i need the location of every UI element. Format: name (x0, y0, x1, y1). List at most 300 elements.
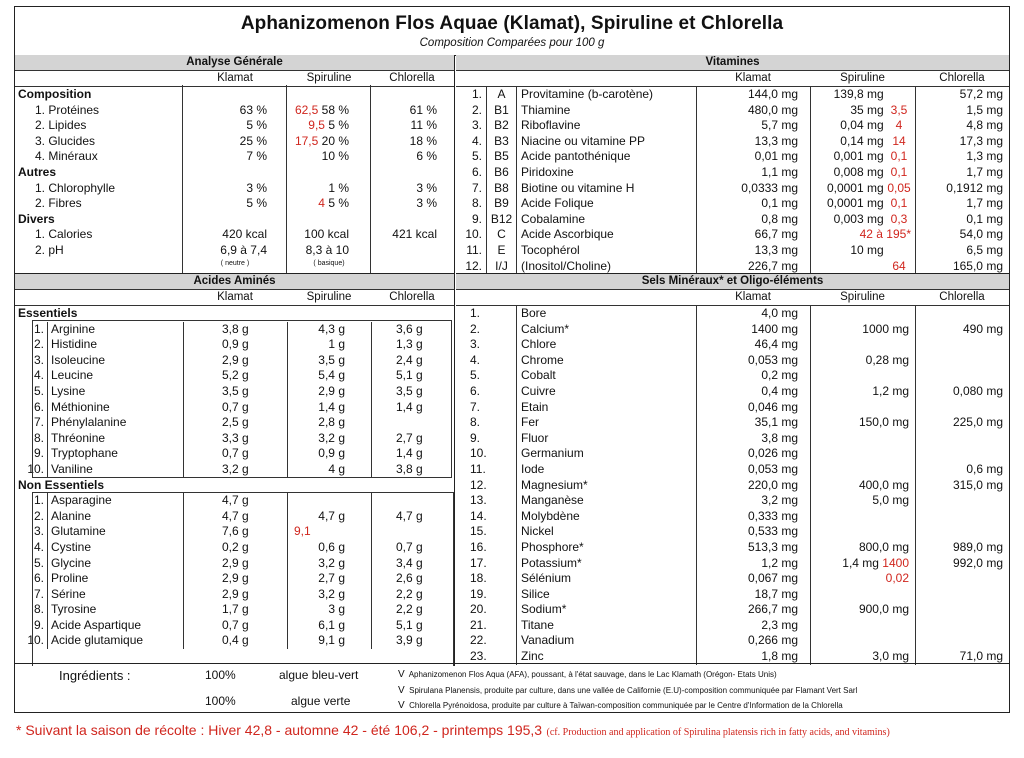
table-row (456, 87, 1009, 103)
klamat-value: 420 kcal (222, 227, 267, 242)
vitamin-code: B12 (486, 212, 516, 228)
table-row (456, 368, 1009, 384)
amino-name: Glutamine (47, 524, 183, 540)
chlorella-value: 3 % (416, 180, 437, 195)
table-row (456, 571, 1009, 587)
spiruline-value: 139,8 mg (810, 87, 915, 103)
row-number: 7. (33, 415, 44, 430)
spiruline-value: 4 5 % (318, 196, 349, 211)
chlorella-value: 3 % (416, 196, 437, 211)
table-row (456, 400, 1009, 416)
spiruline-value (810, 633, 915, 649)
table-row (456, 322, 1009, 338)
table-row (456, 540, 1009, 556)
col-spiruline: Spiruline (306, 291, 352, 303)
klamat-value: 3,3 g (183, 431, 287, 447)
analyse-generale-header: Analyse Générale (15, 55, 454, 71)
amino-name: Isoleucine (47, 353, 183, 369)
table-row (456, 462, 1009, 478)
mineral-name: Nickel (516, 524, 696, 540)
row-number: 5. (470, 368, 481, 383)
neutre-note: ( neutre ) (220, 259, 250, 267)
klamat-value: 0,053 mg (696, 462, 810, 478)
row-number: 3. (470, 337, 481, 352)
amino-name: Leucine (47, 368, 183, 384)
row-number: 7. (33, 586, 44, 601)
mineral-name: Iode (516, 462, 696, 478)
table-row (456, 165, 1009, 181)
composition-sheet (14, 6, 1010, 713)
spiruline-red-value: 64 (892, 258, 906, 273)
klamat-value: 0,4 g (183, 633, 287, 649)
table-row (15, 134, 454, 150)
klamat-value: 0,01 mg (696, 149, 810, 165)
spiruline-red-value: 0,3 (890, 211, 908, 226)
klamat-value: 0,4 mg (696, 384, 810, 400)
page-title: Aphanizomenon Flos Aquae (Klamat), Spiruline et Chlorella (240, 13, 784, 34)
klamat-value: 0,067 mg (696, 571, 810, 587)
chlorella-value: 4,8 mg (915, 118, 1009, 134)
sels-column-headers (456, 290, 1009, 306)
group-label: Composition (18, 87, 92, 101)
chlorella-value: 61 % (409, 102, 437, 117)
table-row (456, 618, 1009, 634)
table-row (456, 259, 1009, 273)
chlorella-value: 225,0 mg (915, 415, 1009, 431)
mineral-name: Zinc (516, 649, 696, 665)
table-row (456, 212, 1009, 228)
klamat-value: 35,1 mg (696, 415, 810, 431)
chlorella-value: 3,5 g (371, 384, 453, 400)
klamat-value: 3,2 g (183, 462, 287, 478)
table-row (456, 196, 1009, 212)
row-number: 21. (470, 617, 487, 632)
amino-name: Arginine (47, 322, 183, 338)
klamat-value: 0,266 mg (696, 633, 810, 649)
amino-name: Sérine (47, 587, 183, 603)
row-number: 3. (33, 352, 44, 367)
spiruline-value: 2,7 g (287, 571, 371, 587)
spiruline-value (810, 337, 915, 353)
table-row (456, 227, 1009, 243)
amino-name: Acide glutamique (47, 633, 183, 649)
table-row (456, 478, 1009, 494)
sels-rows (456, 306, 1009, 665)
row-number: 10. (27, 461, 44, 476)
chlorella-value: 6 % (416, 149, 437, 164)
klamat-value: 144,0 mg (696, 87, 810, 103)
klamat-value: 46,4 mg (696, 337, 810, 353)
row-number: 2. (33, 337, 44, 352)
table-row (15, 87, 454, 103)
table-row (456, 415, 1009, 431)
chlorella-value: 11 % (410, 118, 437, 133)
klamat-value: 0,7 g (183, 618, 287, 634)
spiruline-red-value: 4 (318, 196, 329, 211)
klamat-value: 4,7 g (183, 493, 287, 509)
klamat-value: 2,9 g (183, 587, 287, 603)
klamat-value: 3,8 mg (696, 431, 810, 447)
row-number: 7. (471, 180, 482, 195)
vitamin-code: B9 (486, 196, 516, 212)
table-row (456, 431, 1009, 447)
spiruline-value: 17,5 20 % (294, 133, 349, 148)
amino-name: Tyrosine (47, 602, 183, 618)
spiruline-value (810, 400, 915, 416)
vitamin-name: Tocophérol (516, 243, 696, 259)
amino-name: Tryptophane (47, 446, 183, 462)
row-number: 9. (33, 446, 44, 461)
source-afa: V Aphanizomenon Flos Aqua (AFA), poussant, à l'état sauvage, dans le Lac Klamath (Orégon- Etats Unis) (398, 669, 777, 680)
spiruline-value: 2,8 g (287, 415, 371, 431)
chlorella-value: 57,2 mg (915, 87, 1009, 103)
spiruline-value: 1,4 mg 1400 (810, 556, 915, 572)
chlorella-value (915, 618, 1009, 634)
spiruline-value: 0,14 mg 14 (810, 134, 915, 150)
table-row (456, 337, 1009, 353)
spiruline-value: 900,0 mg (810, 602, 915, 618)
amino-name: Alanine (47, 509, 183, 525)
row-number: 12. (465, 258, 482, 273)
klamat-value: 1,1 mg (696, 165, 810, 181)
klamat-value: 5,7 mg (696, 118, 810, 134)
table-row (456, 556, 1009, 572)
mineral-name: Chrome (516, 353, 696, 369)
chlorella-value: 1,4 g (371, 400, 453, 416)
amino-name: Lysine (47, 384, 183, 400)
spiruline-value: 400,0 mg (810, 478, 915, 494)
chlorella-value: 490 mg (915, 322, 1009, 338)
klamat-value: 3 % (246, 180, 267, 195)
vitamin-name: Biotine ou vitamine H (516, 181, 696, 197)
chlorella-value: 3,6 g (371, 322, 453, 338)
klamat-value: 4,0 mg (696, 306, 810, 322)
spiruline-red-value: 0,1 (890, 149, 908, 164)
vitamin-name: Provitamine (b-carotène) (516, 87, 696, 103)
col-chlorella: Chlorella (389, 291, 435, 303)
chlorella-value: 4,7 g (371, 509, 453, 525)
chlorella-value (915, 400, 1009, 416)
group-label: Autres (18, 164, 57, 179)
vitamin-name: Acide Ascorbique (516, 227, 696, 243)
spiruline-value: 2,9 g (287, 384, 371, 400)
spiruline-red-value: 0,1 (890, 164, 908, 179)
analyse-column-headers (15, 71, 454, 87)
table-row (15, 196, 454, 212)
klamat-value: 0,026 mg (696, 446, 810, 462)
group-essentiels: Essentiels (18, 306, 78, 320)
row-label: 4. Minéraux (35, 149, 98, 164)
vitamines-rows (456, 87, 1009, 273)
spiruline-value: 10 mg (810, 243, 915, 259)
spiruline-red-value: 0,02 (885, 571, 909, 586)
spiruline-value: 1,4 g (287, 400, 371, 416)
mineral-name: Germanium (516, 446, 696, 462)
vitamin-name: Acide Folique (516, 196, 696, 212)
row-number: 4. (471, 133, 482, 148)
row-label: 2. pH (35, 242, 64, 257)
chlorella-value: 165,0 mg (915, 259, 1009, 273)
source-spiruline: V Spirulana Planensis, produite par culture, dans une vallée de Californie (E.U)-composition communiquée par Flamant Vert Sarl (398, 685, 858, 696)
mineral-name: Calcium* (516, 322, 696, 338)
table-row (456, 134, 1009, 150)
spiruline-value: 0,28 mg (810, 353, 915, 369)
table-row (456, 524, 1009, 540)
klamat-value: 7 % (246, 149, 267, 164)
spiruline-value (810, 571, 915, 587)
row-number: 11. (466, 242, 482, 257)
table-row (15, 181, 454, 197)
row-number: 3. (471, 118, 482, 133)
table-row (15, 103, 454, 119)
spiruline-value: 3,2 g (287, 556, 371, 572)
spiruline-value: 0,04 mg 4 (810, 118, 915, 134)
klamat-value: 1,8 mg (696, 649, 810, 665)
chlorella-value (915, 602, 1009, 618)
table-row (456, 602, 1009, 618)
row-number: 8. (471, 196, 482, 211)
amino-name: Glycine (47, 556, 183, 572)
spiruline-value: 3,2 g (287, 431, 371, 447)
spiruline-value: 5,4 g (287, 368, 371, 384)
mineral-name: Cobalt (516, 368, 696, 384)
row-label: 3. Glucides (35, 133, 96, 148)
table-row (15, 227, 454, 243)
harvest-note-ref: (cf. Production and application of Spirulina platensis rich in fatty acids, and vitamins) (546, 727, 890, 738)
table-row (456, 149, 1009, 165)
chlorella-value: 3,9 g (371, 633, 453, 649)
ingredient-pct-1: 100% (205, 668, 236, 682)
mineral-name: Sodium* (516, 602, 696, 618)
mineral-name: Titane (516, 618, 696, 634)
ingredients-label: Ingrédients : (59, 668, 131, 683)
spiruline-value (810, 446, 915, 462)
chlorella-value: 3,8 g (371, 462, 453, 478)
klamat-value: 0,0333 mg (696, 181, 810, 197)
row-number: 2. (470, 321, 481, 336)
row-number: 6. (33, 399, 44, 414)
klamat-value: 66,7 mg (696, 227, 810, 243)
vitamin-name: Cobalamine (516, 212, 696, 228)
acides-amines-panel (15, 273, 455, 666)
spiruline-red-value: 9,1 (294, 524, 311, 539)
klamat-value: 5 % (246, 196, 267, 211)
col-klamat: Klamat (217, 72, 253, 84)
col-klamat: Klamat (217, 291, 253, 303)
spiruline-value: 150,0 mg (810, 415, 915, 431)
ingredient-type-2: algue verte (291, 694, 351, 708)
chlorella-value: 1,7 mg (915, 165, 1009, 181)
vitamin-name: Niacine ou vitamine PP (516, 134, 696, 150)
spiruline-value (810, 368, 915, 384)
table-row (456, 446, 1009, 462)
chlorella-value (915, 524, 1009, 540)
klamat-value: 5,2 g (183, 368, 287, 384)
vitamin-code: B5 (486, 149, 516, 165)
row-number: 4. (470, 352, 481, 367)
chlorella-value (915, 509, 1009, 525)
klamat-value: 266,7 mg (696, 602, 810, 618)
row-number: 5. (471, 149, 482, 164)
table-row (15, 243, 454, 259)
chlorella-value: 3,4 g (371, 556, 453, 572)
chlorella-value (371, 243, 453, 259)
chlorella-value: 2,7 g (371, 431, 453, 447)
klamat-value: 0,7 g (183, 400, 287, 416)
klamat-value: 480,0 mg (696, 103, 810, 119)
spiruline-red-value: 62,5 (294, 102, 322, 117)
amino-name: Asparagine (47, 493, 183, 509)
spiruline-value: 1,2 mg (810, 384, 915, 400)
klamat-value: 0,053 mg (696, 353, 810, 369)
spiruline-value: 4,7 g (287, 509, 371, 525)
table-row (456, 384, 1009, 400)
klamat-value: 226,7 mg (696, 259, 810, 273)
chlorella-value: 6,5 mg (915, 243, 1009, 259)
amino-name: Thréonine (47, 431, 183, 447)
vitamin-name: Acide pantothénique (516, 149, 696, 165)
row-number: 19. (470, 586, 487, 601)
row-number: 9. (471, 211, 482, 226)
col-chlorella: Chlorella (939, 291, 985, 303)
chlorella-value (915, 493, 1009, 509)
chlorella-value: 2,6 g (371, 571, 453, 587)
chlorella-value: 0,1912 mg (915, 181, 1009, 197)
ingredient-pct-2: 100% (205, 694, 236, 708)
row-number: 7. (470, 399, 481, 414)
chlorella-value (915, 633, 1009, 649)
chlorella-value: 54,0 mg (915, 227, 1009, 243)
vitamin-code: E (486, 243, 516, 259)
klamat-value: 63 % (239, 102, 267, 117)
row-number: 11. (470, 461, 486, 476)
spiruline-red-value: 0,1 (890, 196, 908, 211)
harvest-note-main: * Suivant la saison de récolte : Hiver 42,8 - automne 42 - été 106,2 - printemps 195,3 (16, 722, 543, 738)
chlorella-value: 0,7 g (371, 540, 453, 556)
amino-name: Méthionine (47, 400, 183, 416)
chlorella-value: 315,0 mg (915, 478, 1009, 494)
mineral-name: Phosphore* (516, 540, 696, 556)
chlorella-value (915, 571, 1009, 587)
spiruline-value (810, 524, 915, 540)
klamat-value: 7,6 g (183, 524, 287, 540)
spiruline-value: 800,0 mg (810, 540, 915, 556)
spiruline-value: 4,3 g (287, 322, 371, 338)
chlorella-value (915, 337, 1009, 353)
row-label: 2. Fibres (35, 196, 82, 211)
chlorella-value: 0,6 mg (915, 462, 1009, 478)
spiruline-red-value: 3,5 (890, 102, 908, 117)
vitamin-code: B1 (486, 103, 516, 119)
spiruline-value: 0,9 g (287, 446, 371, 462)
table-row (456, 243, 1009, 259)
chlorella-value: 1,3 g (371, 337, 453, 353)
row-number: 9. (33, 617, 44, 632)
col-klamat: Klamat (735, 291, 771, 303)
klamat-value: 0,333 mg (696, 509, 810, 525)
chlorella-value: 421 kcal (392, 227, 437, 242)
vitamines-panel (456, 55, 1009, 273)
spiruline-red-value: 1400 (878, 555, 909, 570)
klamat-value: 0,2 g (183, 540, 287, 556)
row-number: 1. (470, 306, 481, 320)
chlorella-value: 2,2 g (371, 587, 453, 603)
spiruline-value: 3,2 g (287, 587, 371, 603)
table-row (456, 103, 1009, 119)
spiruline-value (810, 259, 915, 273)
spiruline-value (810, 509, 915, 525)
chlorella-value: 1,7 mg (915, 196, 1009, 212)
klamat-value: 1,2 mg (696, 556, 810, 572)
spiruline-value: 0,0001 mg 0,1 (810, 196, 915, 212)
vitamin-name: Riboflavine (516, 118, 696, 134)
vitamines-header: Vitamines (456, 55, 1009, 71)
klamat-value: 0,1 mg (696, 196, 810, 212)
spiruline-value (810, 462, 915, 478)
spiruline-red-value: 0,05 (887, 180, 911, 195)
spiruline-value: 3,5 g (287, 353, 371, 369)
table-row (456, 509, 1009, 525)
mineral-name: Molybdène (516, 509, 696, 525)
row-label: 2. Lipides (35, 118, 87, 133)
klamat-value: 18,7 mg (696, 587, 810, 603)
row-number: 17. (470, 555, 487, 570)
spiruline-value: 0,003 mg 0,3 (810, 212, 915, 228)
row-number: 10. (27, 633, 44, 648)
mineral-name: Fer (516, 415, 696, 431)
mineral-name: Sélénium (516, 571, 696, 587)
col-klamat: Klamat (735, 72, 771, 84)
chlorella-value (915, 368, 1009, 384)
group-label: Divers (18, 211, 55, 226)
row-number: 14. (470, 508, 487, 523)
row-number: 22. (470, 633, 487, 648)
spiruline-value: 0,001 mg 0,1 (810, 149, 915, 165)
chlorella-value: 989,0 mg (915, 540, 1009, 556)
spiruline-value: 5,0 mg (810, 493, 915, 509)
spiruline-value: 10 % (321, 149, 349, 164)
row-number: 16. (470, 539, 487, 554)
mineral-name: Chlore (516, 337, 696, 353)
klamat-value: 3,5 g (183, 384, 287, 400)
spiruline-value: 1 g (287, 337, 371, 353)
table-row (456, 633, 1009, 649)
row-number: 8. (33, 602, 44, 617)
col-spiruline: Spiruline (306, 72, 352, 84)
vitamines-column-headers (456, 71, 1009, 87)
chlorella-value: 1,4 g (371, 446, 453, 462)
amino-name: Vaniline (47, 462, 183, 478)
chlorella-value: 18 % (409, 133, 437, 148)
spiruline-value (810, 431, 915, 447)
spiruline-value (810, 227, 915, 243)
klamat-value: 3,2 mg (696, 493, 810, 509)
klamat-value: 0,7 g (183, 446, 287, 462)
spiruline-value: 4 g (287, 462, 371, 478)
row-number: 3. (33, 524, 44, 539)
spiruline-red-value: 14 (892, 133, 906, 148)
chlorella-value (915, 431, 1009, 447)
chlorella-value: 2,2 g (371, 602, 453, 618)
row-number: 1. (471, 87, 482, 101)
basique-note: ( basique) (313, 259, 345, 267)
mineral-name: Magnesium* (516, 478, 696, 494)
row-label: 1. Chlorophylle (35, 180, 116, 195)
chlorella-value: 17,3 mg (915, 134, 1009, 150)
amino-name: Phénylalanine (47, 415, 183, 431)
spiruline-value: 35 mg 3,5 (810, 103, 915, 119)
mineral-name: Cuivre (516, 384, 696, 400)
